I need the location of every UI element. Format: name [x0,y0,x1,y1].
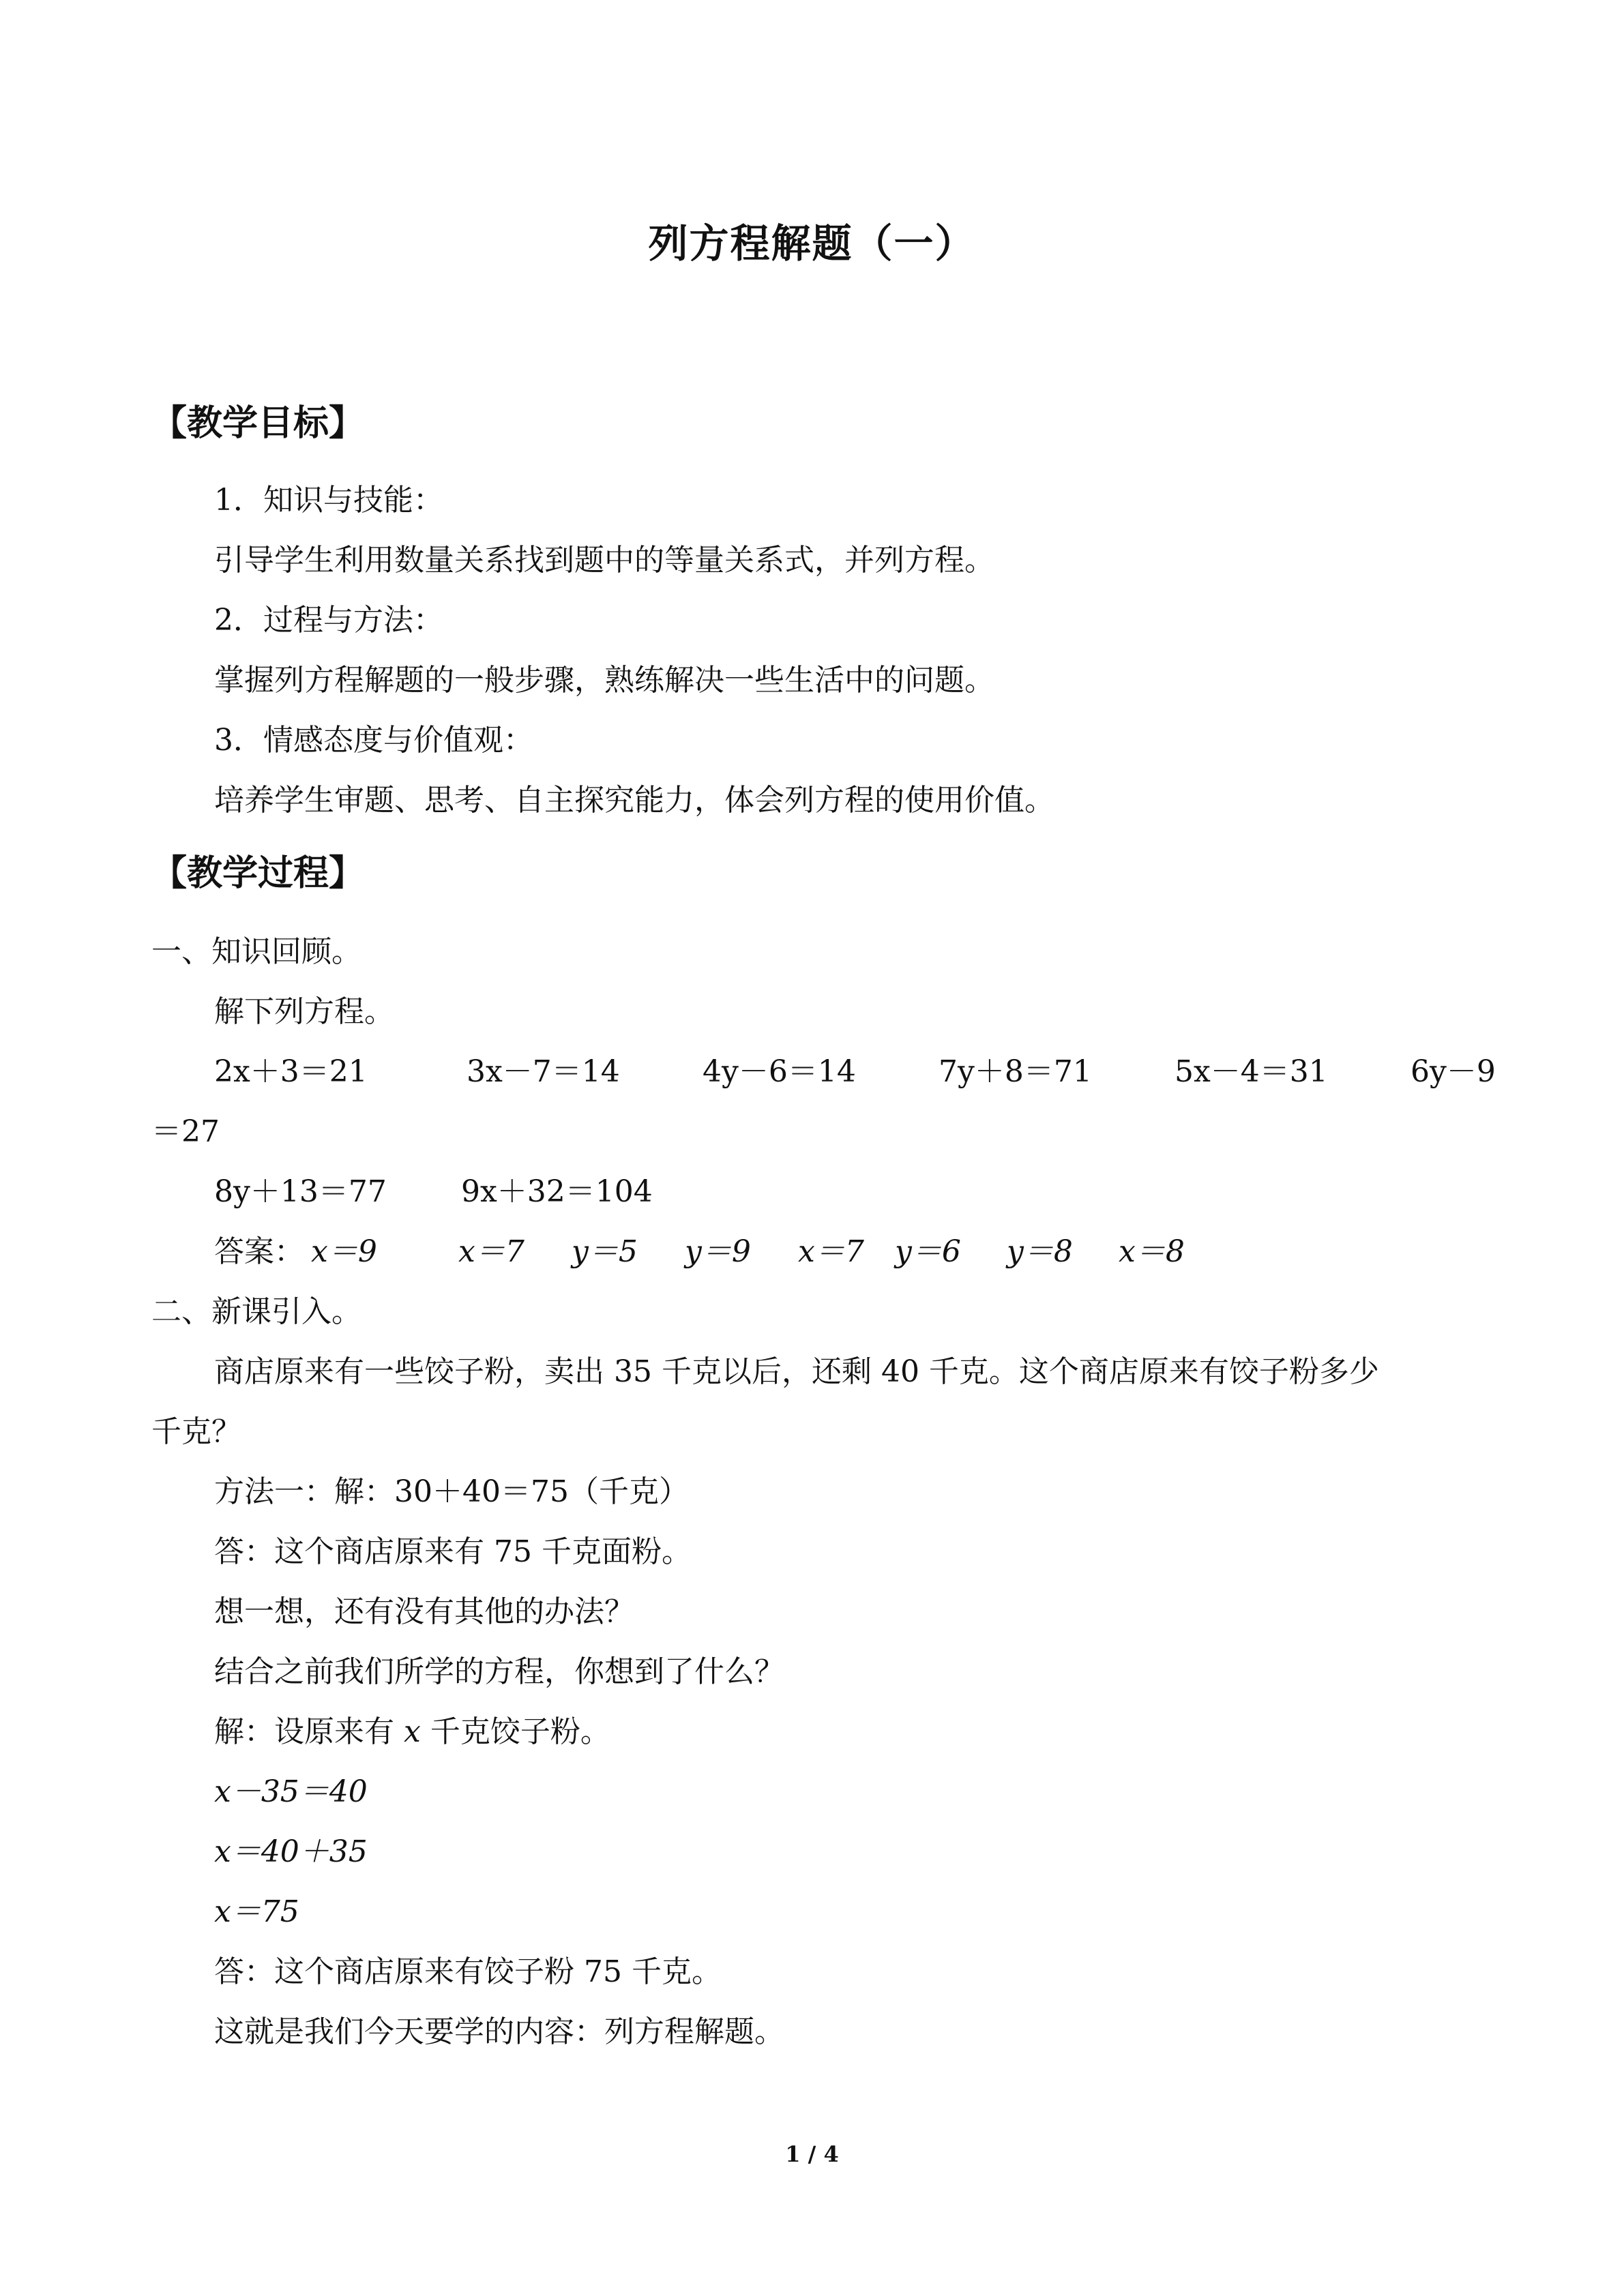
page-number: 1 / 4 [785,2141,839,2167]
equation-3: 4y－6＝14 [703,1054,856,1089]
answer-4: y＝9 [685,1234,751,1269]
answer-6: y＝6 [895,1234,961,1269]
section-heading-process: 【教学过程】 [151,853,365,894]
method-1: 方法一：解：30＋40＝75（千克） [214,1474,689,1509]
equation-6-part-2: ＝27 [151,1114,220,1149]
set-variable-suffix: 千克饺子粉。 [420,1714,610,1749]
answer-8: x＝8 [1119,1234,1185,1269]
equation-4: 7y＋8＝71 [939,1054,1092,1089]
answer-3: y＝5 [572,1234,638,1269]
set-variable-x: x [404,1714,421,1749]
answer-7: y＝8 [1007,1234,1073,1269]
equation-7: 8y＋13＝77 [214,1174,387,1209]
answer-1: x＝9 [311,1234,377,1269]
method-1-answer: 答：这个商店原来有 75 千克面粉。 [214,1534,692,1569]
solution-step-1: x－35＝40 [214,1774,368,1809]
problem-line-1: 商店原来有一些饺子粉，卖出 35 千克以后，还剩 40 千克。这个商店原来有饺子粉多少 [214,1354,1379,1389]
equation-6-part-1: 6y－9 [1411,1054,1496,1089]
goal-3-label: 3．情感态度与价值观： [214,723,533,758]
goal-3-text: 培养学生审题、思考、自主探究能力，体会列方程的使用价值。 [214,783,1054,818]
equation-8: 9x＋32＝104 [461,1174,653,1209]
solution-step-3: x＝75 [214,1894,299,1929]
set-variable-line [214,1714,610,1749]
equation-2: 3x－7＝14 [467,1054,620,1089]
solution-answer: 答：这个商店原来有饺子粉 75 千克。 [214,1954,722,1989]
set-variable-prefix: 解：设原来有 [214,1714,404,1749]
equation-5: 5x－4＝31 [1175,1054,1328,1089]
new-lesson-heading: 二、新课引入。 [151,1294,361,1329]
review-heading: 一、知识回顾。 [151,934,361,969]
answers-label: 答案： [214,1234,304,1269]
goal-1-label: 1．知识与技能： [214,483,443,518]
goal-1-text: 引导学生利用数量关系找到题中的等量关系式，并列方程。 [214,543,994,578]
goal-2-label: 2．过程与方法： [214,603,443,638]
think-prompt: 想一想，还有没有其他的办法？ [214,1594,634,1629]
answer-2: x＝7 [458,1234,525,1269]
page-title: 列方程解题（一） [648,220,976,267]
closing-sentence: 这就是我们今天要学的内容：列方程解题。 [214,2014,784,2049]
solution-step-2: x＝40＋35 [214,1834,368,1869]
answer-5: x＝7 [798,1234,864,1269]
equation-1: 2x＋3＝21 [214,1054,368,1089]
review-prompt: 解下列方程。 [214,994,394,1029]
section-heading-goals: 【教学目标】 [151,403,365,444]
goal-2-text: 掌握列方程解题的一般步骤，熟练解决一些生活中的问题。 [214,663,994,698]
combine-prompt: 结合之前我们所学的方程，你想到了什么？ [214,1654,784,1689]
problem-line-2: 千克？ [151,1414,241,1449]
